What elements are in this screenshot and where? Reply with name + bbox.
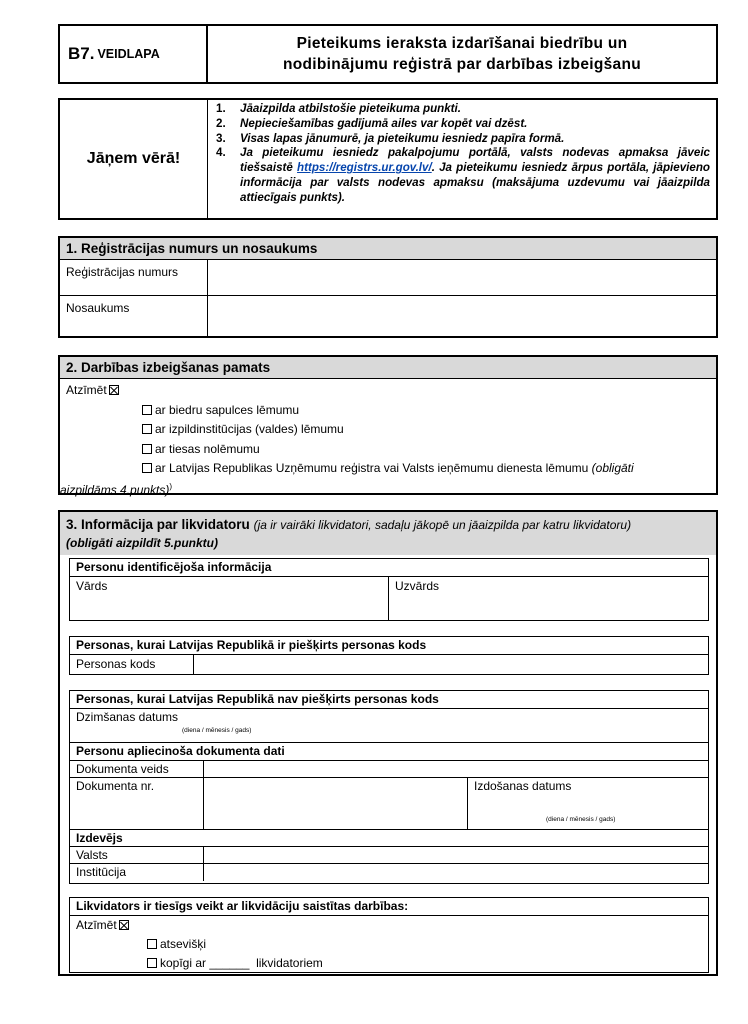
rights-mark-instruction: Atzīmēt <box>70 916 708 935</box>
section-3-title: 3. Informācija par likvidatoru (ja ir vairāki likvidatori, sadaļu jākopē un jāaizpilda par katru likvidatoru) (obligāti aizpildīt 5.punktu) <box>60 512 716 555</box>
checkbox[interactable] <box>142 444 152 454</box>
name-field[interactable] <box>208 296 716 336</box>
with-code-box <box>69 636 709 675</box>
form-code-number: B7. <box>68 44 95 63</box>
note-item: 1. Jāaizpilda atbilstošie pieteikuma punkti. <box>216 102 461 115</box>
first-name-field[interactable]: Vārds <box>70 577 389 620</box>
person-code-label: Personas kods <box>70 655 194 674</box>
name-label: Nosaukums <box>60 296 208 336</box>
section-liquidator <box>58 510 718 976</box>
note-item: 4. Ja pieteikumu iesniedz pakalpojumu portālā, valsts nodevas apmaksa jāveic tiešsaistē https://registrs.ur.gov.lv/. Ja pieteikumu iesniedz ārpus portāla, jāpievieno informācija par valsts nodevas apmaksu (maksājuma uzdevumu vai jāaizpilda attiecīgais punkts). <box>216 146 711 204</box>
mark-instruction: Atzīmēt <box>60 381 710 401</box>
registration-number-row <box>60 260 716 296</box>
document-data-head: Personu apliecinoša dokumenta dati <box>76 744 285 758</box>
person-identification-head: Personu identificējoša informācija <box>70 559 708 577</box>
checked-box-icon <box>119 920 129 930</box>
notes-box <box>58 98 718 220</box>
name-row <box>60 296 716 336</box>
last-name-field[interactable]: Uzvārds <box>395 579 440 593</box>
with-code-head: Personas, kurai Latvijas Republikā ir piešķirts personas kods <box>70 637 708 655</box>
birth-date-field[interactable]: Dzimšanas datums (diena / mēnesis / gads) <box>70 709 251 742</box>
document-type-field[interactable] <box>204 761 708 777</box>
section-registration <box>58 236 718 338</box>
checkbox[interactable] <box>142 424 152 434</box>
form-code <box>60 26 208 82</box>
section-2-title: 2. Darbības izbeigšanas pamats <box>60 357 716 379</box>
registration-number-field[interactable] <box>208 260 716 295</box>
notes-label: Jāņem vērā! <box>60 100 208 218</box>
note-item: 2. Nepieciešamības gadījumā ailes var kopēt vai dzēst. <box>216 116 528 130</box>
institution-label: Institūcija <box>70 864 204 881</box>
without-code-head: Personas, kurai Latvijas Republikā nav piešķirts personas kods <box>70 691 708 709</box>
issuer-head: Izdevējs <box>76 831 123 845</box>
checkbox[interactable] <box>142 463 152 473</box>
option-court-ruling: ar tiesas nolēmumu <box>66 440 710 460</box>
checked-box-icon <box>109 385 119 395</box>
option-registry-decision: ar Latvijas Republikas Uzņēmumu reģistra vai Valsts ieņēmumu dienesta lēmumu (obligāti <box>66 459 710 479</box>
registry-portal-link[interactable]: https://registrs.ur.gov.lv/ <box>297 161 432 175</box>
without-code-box <box>69 690 709 884</box>
liquidator-rights-box <box>69 897 709 973</box>
section-termination-basis <box>58 355 718 495</box>
person-identification-box <box>69 558 709 621</box>
option-members-meeting: ar biedru sapulces lēmumu <box>66 401 710 421</box>
checkbox[interactable] <box>147 958 157 968</box>
notes-list <box>208 100 716 218</box>
document-type-label: Dokumenta veids <box>70 761 204 777</box>
issue-date-hint: (diena / mēnesis / gads) <box>546 816 616 823</box>
country-field[interactable] <box>204 847 708 863</box>
issue-date-field[interactable]: Izdošanas datums (diena / mēnesis / gads) <box>468 778 708 829</box>
person-code-field[interactable] <box>194 655 708 674</box>
form-header <box>58 24 718 84</box>
form-title <box>208 26 716 82</box>
country-label: Valsts <box>70 847 204 863</box>
form-code-label: VEIDLAPA <box>97 47 160 61</box>
option-jointly: kopīgi ar ______ likvidatoriem <box>70 954 708 973</box>
registration-number-label: Reģistrācijas numurs <box>60 260 208 295</box>
jointly-count-blank[interactable]: ______ <box>209 956 250 970</box>
option-registry-note: aizpildāms 4.punkts)) <box>60 481 173 497</box>
document-number-field[interactable] <box>204 778 468 829</box>
option-board-decision: ar izpildinstitūcijas (valdes) lēmumu <box>66 420 710 440</box>
form-title-line1: Pieteikums ieraksta izdarīšanai biedrību un <box>296 35 628 52</box>
date-format-hint: (diena / mēnesis / gads) <box>182 727 252 734</box>
document-number-label: Dokumenta nr. <box>70 778 204 829</box>
note-item: 3. Visas lapas jānumurē, ja pieteikumu iesniedz papīra formā. <box>216 131 565 145</box>
option-separately: atsevišķi <box>70 935 708 954</box>
checkbox[interactable] <box>142 405 152 415</box>
section-1-title: 1. Reģistrācijas numurs un nosaukums <box>60 238 716 260</box>
institution-field[interactable] <box>204 864 708 881</box>
form-title-line2: nodibinājumu reģistrā par darbības izbeigšanu <box>282 56 641 73</box>
liquidator-rights-head: Likvidators ir tiesīgs veikt ar likvidāciju saistītas darbības: <box>70 898 708 916</box>
checkbox[interactable] <box>147 939 157 949</box>
